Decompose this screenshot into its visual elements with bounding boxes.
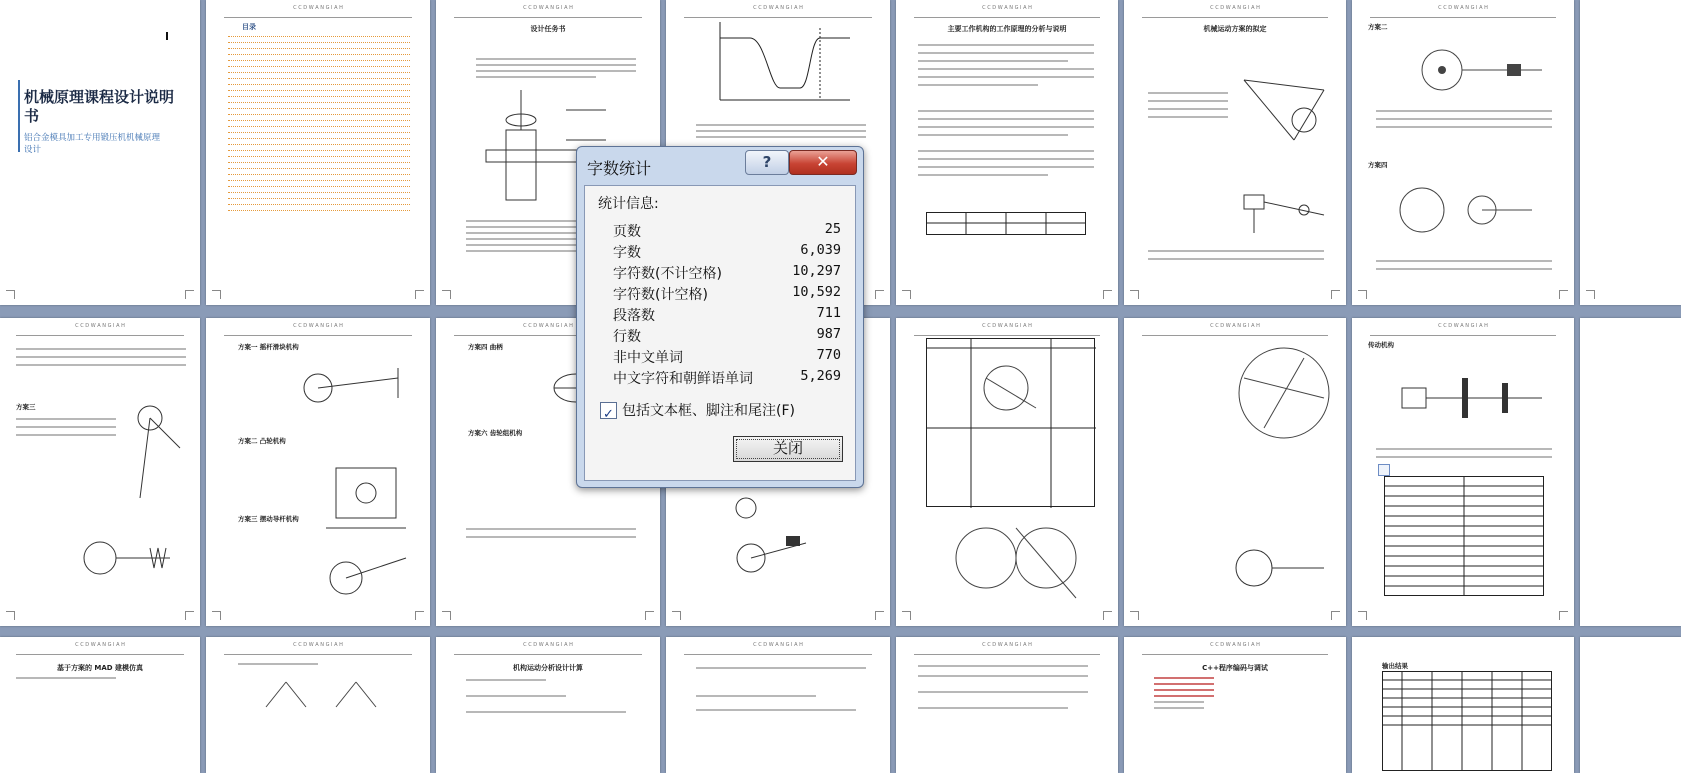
text-line bbox=[466, 679, 546, 681]
text-line bbox=[16, 434, 116, 436]
text-line bbox=[1376, 260, 1552, 262]
title-close-button[interactable] bbox=[789, 150, 857, 175]
page-title: 主要工作机构的工作原理的分析与说明 bbox=[947, 25, 1067, 33]
text-line bbox=[1376, 456, 1552, 458]
crop-mark bbox=[6, 611, 15, 620]
page-header: C C D W A N G I A H bbox=[224, 14, 412, 18]
cover-subtitle: 铝合金模具加工专用锻压机机械原理设计 bbox=[24, 133, 161, 155]
text-line bbox=[1148, 250, 1324, 252]
stat-label: 行数 bbox=[613, 329, 641, 345]
pendulum-figure bbox=[120, 398, 190, 508]
crop-mark bbox=[415, 290, 424, 299]
page-title: 基于方案的 MAD 建模仿真 bbox=[56, 664, 144, 672]
document-page-12[interactable] bbox=[896, 318, 1118, 626]
crop-mark bbox=[6, 290, 15, 299]
stat-label: 字数 bbox=[613, 245, 641, 261]
page-header: C C D W A N G I A H bbox=[224, 332, 412, 336]
document-page-9[interactable] bbox=[206, 318, 430, 626]
text-line bbox=[918, 166, 1094, 168]
document-page-8[interactable] bbox=[0, 318, 200, 626]
page-header: C C D W A N G I A H bbox=[914, 332, 1101, 336]
linkage-sequence-figure bbox=[256, 677, 386, 717]
page-header: C C D W A N G I A H bbox=[914, 14, 1101, 18]
include-textboxes-checkbox[interactable] bbox=[600, 402, 617, 422]
page-header: C C D W A N G I A H bbox=[684, 651, 872, 655]
crop-mark bbox=[672, 611, 681, 620]
text-line bbox=[476, 76, 596, 78]
document-page-7[interactable] bbox=[1352, 0, 1574, 305]
text-line bbox=[918, 675, 1088, 677]
transmission-diagram bbox=[1392, 358, 1552, 438]
text-line bbox=[16, 348, 186, 350]
text-line bbox=[918, 691, 1088, 693]
page-header: C C D W A N G I A H bbox=[454, 651, 642, 655]
stat-value: 770 bbox=[816, 347, 841, 363]
crop-mark bbox=[875, 290, 884, 299]
text-line bbox=[918, 150, 1094, 152]
document-page-13[interactable] bbox=[1124, 318, 1346, 626]
crop-mark bbox=[645, 611, 654, 620]
text-line bbox=[1148, 108, 1228, 110]
page-title: 机构运动分析设计计算 bbox=[513, 664, 583, 672]
cam-follower-figure-2 bbox=[1224, 538, 1334, 598]
stat-value: 987 bbox=[816, 326, 841, 342]
document-page-17[interactable] bbox=[436, 637, 660, 773]
press-frame-figure bbox=[326, 448, 416, 548]
slider-figure bbox=[1224, 185, 1334, 235]
text-line bbox=[466, 711, 626, 713]
page-row-3 bbox=[0, 637, 1681, 773]
close-button[interactable] bbox=[733, 436, 843, 462]
stat-value: 6,039 bbox=[800, 242, 841, 258]
crop-mark bbox=[1130, 290, 1139, 299]
text-line bbox=[918, 68, 1094, 70]
text-line bbox=[696, 667, 866, 669]
crop-mark bbox=[442, 290, 451, 299]
text-line bbox=[16, 418, 116, 420]
text-line bbox=[238, 663, 318, 665]
text-line bbox=[918, 707, 1068, 709]
cam-follower-figure bbox=[70, 538, 180, 578]
page-header: C C D W A N G I A H bbox=[1370, 332, 1557, 336]
statistics-heading: 统计信息: bbox=[598, 196, 659, 212]
help-icon: ? bbox=[762, 153, 772, 171]
text-line bbox=[1376, 448, 1552, 450]
text-line bbox=[696, 124, 866, 126]
section-heading: 方案三 bbox=[16, 403, 36, 411]
text-line bbox=[16, 426, 116, 428]
page-header: C C D W A N G I A H bbox=[16, 332, 184, 336]
text-line bbox=[1376, 110, 1552, 112]
circle-construction-figure bbox=[1224, 338, 1334, 448]
page-title: 机械运动方案的拟定 bbox=[1203, 25, 1267, 33]
text-line bbox=[16, 356, 186, 358]
crop-mark bbox=[1586, 290, 1595, 299]
parameter-table-figure bbox=[926, 212, 1086, 236]
code-line bbox=[1154, 677, 1214, 679]
page-header: C C D W A N G I A H bbox=[454, 14, 642, 18]
code-line bbox=[1154, 707, 1204, 709]
dialog-titlebar[interactable] bbox=[577, 147, 863, 183]
document-page-edge-2[interactable] bbox=[1580, 318, 1681, 626]
section-heading: 输出结果 bbox=[1382, 662, 1408, 670]
document-page-1[interactable] bbox=[0, 0, 200, 305]
text-line bbox=[466, 695, 566, 697]
text-line bbox=[918, 134, 1068, 136]
crop-mark bbox=[1358, 611, 1367, 620]
crop-mark bbox=[1559, 290, 1568, 299]
page-header: C C D W A N G I A H bbox=[224, 651, 412, 655]
stat-value: 10,592 bbox=[792, 284, 841, 300]
text-line bbox=[1376, 118, 1552, 120]
text-line bbox=[1148, 258, 1324, 260]
cam-figure bbox=[1412, 40, 1552, 100]
text-cursor bbox=[166, 32, 168, 40]
gear-figure bbox=[1392, 180, 1542, 240]
page-header: C C D W A N G I A H bbox=[684, 14, 872, 18]
text-line bbox=[918, 118, 1094, 120]
section-heading: 方案三 摆动导杆机构 bbox=[238, 515, 299, 523]
results-table bbox=[1382, 671, 1552, 771]
text-line bbox=[466, 244, 576, 246]
section-heading: 方案二 bbox=[1368, 23, 1388, 31]
page-title: 设计任务书 bbox=[530, 25, 566, 33]
stat-row-paragraphs bbox=[613, 305, 841, 326]
crop-mark bbox=[1130, 611, 1139, 620]
design-table-figure bbox=[926, 338, 1096, 508]
code-line bbox=[1154, 683, 1214, 685]
stat-label: 中文字符和朝鲜语单词 bbox=[613, 371, 753, 387]
page-header: C C D W A N G I A H bbox=[1142, 651, 1329, 655]
text-line bbox=[696, 130, 866, 132]
text-line bbox=[466, 528, 636, 530]
stat-value: 711 bbox=[816, 305, 841, 321]
crop-mark bbox=[1358, 290, 1367, 299]
text-line bbox=[16, 364, 186, 366]
rocker-slider-figure bbox=[298, 358, 418, 418]
crop-mark bbox=[1331, 611, 1340, 620]
text-line bbox=[466, 536, 636, 538]
stat-row-words bbox=[613, 242, 841, 263]
section-heading: 方案一 摇杆滑块机构 bbox=[238, 343, 299, 351]
page-title: C++程序编码与调试 bbox=[1202, 664, 1268, 672]
crop-mark bbox=[212, 290, 221, 299]
close-button-label: 关闭 bbox=[772, 439, 803, 457]
stat-value: 25 bbox=[824, 221, 841, 237]
crop-mark bbox=[1331, 290, 1340, 299]
document-page-18[interactable] bbox=[666, 637, 890, 773]
document-page-5[interactable] bbox=[896, 0, 1118, 305]
trajectory-figure bbox=[926, 518, 1096, 608]
help-button[interactable] bbox=[745, 150, 789, 175]
stat-label: 字符数(不计空格) bbox=[613, 266, 722, 282]
stat-value: 5,269 bbox=[800, 368, 841, 384]
page-header: C C D W A N G I A H bbox=[16, 651, 184, 655]
text-line bbox=[476, 58, 636, 60]
page-header: C C D W A N G I A H bbox=[454, 332, 642, 336]
stat-row-chars-with-spaces bbox=[613, 284, 841, 305]
guide-rod-figure bbox=[316, 548, 416, 608]
page-header: C C D W A N G I A H bbox=[1142, 332, 1329, 336]
page-header: C C D W A N G I A H bbox=[1142, 14, 1329, 18]
cover-accent-bar bbox=[18, 80, 20, 152]
code-line bbox=[1154, 701, 1204, 703]
document-page-20[interactable] bbox=[1124, 637, 1346, 773]
document-page-21[interactable] bbox=[1352, 637, 1574, 773]
crop-mark bbox=[442, 611, 451, 620]
document-page-16[interactable] bbox=[206, 637, 430, 773]
stat-label: 字符数(计空格) bbox=[613, 287, 708, 303]
include-textboxes-label[interactable]: 包括文本框、脚注和尾注(F) bbox=[622, 403, 795, 419]
text-line bbox=[696, 136, 866, 138]
document-page-edge-3[interactable] bbox=[1580, 637, 1681, 773]
crop-mark bbox=[1559, 611, 1568, 620]
page-header: C C D W A N G I A H bbox=[1370, 14, 1557, 18]
toc-heading: 目录 bbox=[242, 23, 256, 31]
checkmark-icon: ✓ bbox=[603, 407, 614, 422]
crop-mark bbox=[1103, 611, 1112, 620]
stat-row-cjk-chars bbox=[613, 368, 841, 389]
crop-mark bbox=[415, 611, 424, 620]
close-icon: ✕ bbox=[816, 152, 830, 171]
section-heading: 方案四 曲柄 bbox=[468, 343, 503, 351]
text-line bbox=[476, 64, 636, 66]
section-heading: 方案四 bbox=[1368, 161, 1388, 169]
cam-sequence-figure bbox=[726, 488, 836, 598]
document-page-19[interactable] bbox=[896, 637, 1118, 773]
section-heading: 方案六 齿轮组机构 bbox=[468, 429, 523, 437]
stat-label: 段落数 bbox=[613, 308, 655, 324]
section-heading: 传动机构 bbox=[1368, 341, 1394, 349]
text-line bbox=[1376, 126, 1552, 128]
linkage-figure bbox=[1234, 70, 1334, 160]
text-line bbox=[476, 70, 636, 72]
text-line bbox=[1148, 116, 1228, 118]
table-move-handle-icon[interactable] bbox=[1378, 464, 1390, 476]
crop-mark bbox=[212, 611, 221, 620]
text-line bbox=[918, 84, 1038, 86]
dialog-body bbox=[584, 185, 856, 481]
stat-label: 页数 bbox=[613, 224, 641, 240]
crop-mark bbox=[902, 290, 911, 299]
displacement-curve-figure bbox=[710, 18, 860, 108]
stat-label: 非中文单词 bbox=[613, 350, 683, 366]
word-count-dialog bbox=[576, 146, 864, 488]
crop-mark bbox=[902, 611, 911, 620]
crop-mark bbox=[1103, 290, 1112, 299]
stat-row-pages bbox=[613, 221, 841, 242]
stat-row-non-chinese-words bbox=[613, 347, 841, 368]
text-line bbox=[918, 44, 1094, 46]
code-line bbox=[1154, 689, 1214, 691]
dialog-title: 字数统计 bbox=[587, 159, 652, 178]
crop-mark bbox=[185, 290, 194, 299]
crop-mark bbox=[185, 611, 194, 620]
text-line bbox=[918, 174, 1048, 176]
stat-row-chars-no-spaces bbox=[613, 263, 841, 284]
crop-mark bbox=[875, 611, 884, 620]
text-line bbox=[918, 158, 1094, 160]
text-line bbox=[918, 126, 1094, 128]
document-page-edge[interactable] bbox=[1580, 0, 1681, 305]
code-line bbox=[1154, 695, 1214, 697]
cover-title: 机械原理课程设计说明书 bbox=[24, 88, 175, 125]
section-heading: 方案二 凸轮机构 bbox=[238, 437, 286, 445]
text-line bbox=[918, 52, 1094, 54]
page-header: C C D W A N G I A H bbox=[914, 651, 1101, 655]
text-line bbox=[918, 110, 1094, 112]
parameter-table bbox=[1384, 476, 1544, 596]
document-page-14[interactable] bbox=[1352, 318, 1574, 626]
text-line bbox=[696, 709, 856, 711]
document-page-15[interactable] bbox=[0, 637, 200, 773]
text-line bbox=[16, 677, 116, 679]
text-line bbox=[918, 665, 1088, 667]
text-line bbox=[1376, 268, 1552, 270]
stat-row-lines bbox=[613, 326, 841, 347]
document-page-2[interactable] bbox=[206, 0, 430, 305]
stat-value: 10,297 bbox=[792, 263, 841, 279]
text-line bbox=[1148, 92, 1228, 94]
text-line bbox=[1148, 100, 1228, 102]
document-page-6[interactable] bbox=[1124, 0, 1346, 305]
text-line bbox=[696, 695, 816, 697]
text-line bbox=[918, 60, 1068, 62]
text-line bbox=[918, 76, 1094, 78]
